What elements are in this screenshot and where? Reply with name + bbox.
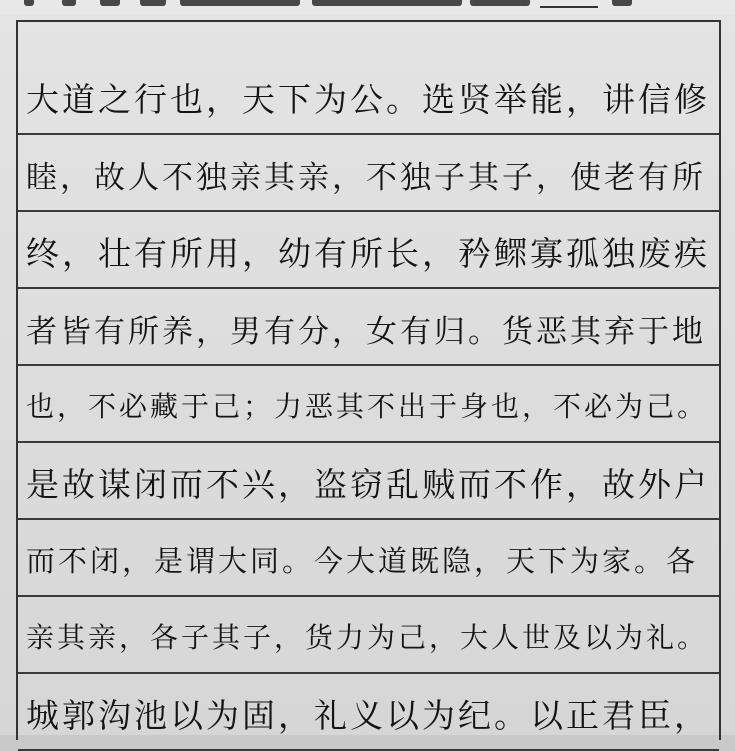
handwritten-line-2: 睦，故人不独亲其亲，不独子其子，使老有所 [26,159,706,196]
writing-row-3 [18,212,719,289]
handwritten-line-8: 亲其亲，各子其子，货力为己，大人世及以为礼。 [26,621,709,654]
writing-row-6 [18,443,719,520]
writing-row-9 [18,674,719,751]
handwritten-line-1: 大道之行也，天下为公。选贤举能，讲信修 [26,79,710,119]
writing-row-1 [18,58,719,135]
handwritten-line-4: 者皆有所养，男有分，女有归。货恶其弃于地 [26,313,706,350]
handwritten-line-3: 终，壮有所用，幼有所长，矜鳏寡孤独废疾 [26,233,710,273]
writing-row-8 [18,597,719,674]
writing-row-4 [18,289,719,366]
writing-row-5 [18,366,719,443]
cropped-previous-line [0,0,735,14]
handwritten-line-9: 城郭沟池以为固，礼义以为纪。以正君臣， [26,695,710,735]
writing-row-7 [18,520,719,597]
handwritten-line-6: 是故谋闭而不兴，盗窃乱贼而不作，故外户 [26,464,710,504]
writing-row-2 [18,135,719,212]
handwritten-line-7: 而不闭，是谓大同。今大道既隐，天下为家。各 [26,543,699,578]
writing-grid [16,20,721,740]
handwritten-line-5: 也，不必藏于己；力恶其不出于身也，不必为己。 [26,390,709,423]
